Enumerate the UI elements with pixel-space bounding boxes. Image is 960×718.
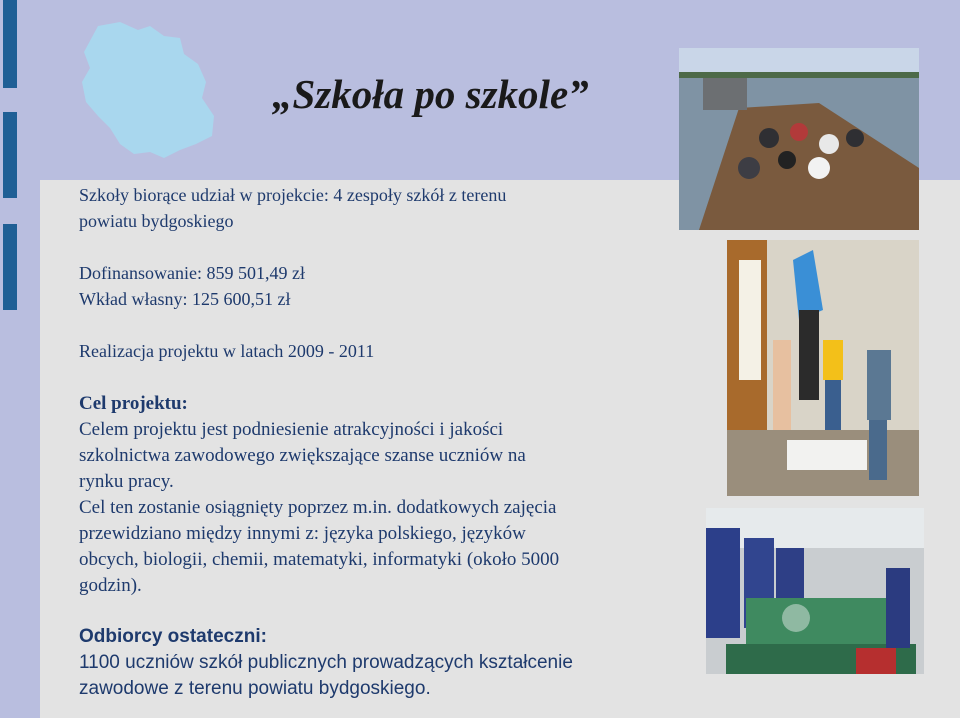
page-title: „Szkoła po szkole” xyxy=(272,71,589,117)
schools-info xyxy=(79,182,699,234)
schools-line: Szkoły biorące udział w projekcie: 4 zespoły szkół z terenu xyxy=(79,185,507,205)
goal-line: obcych, biologii, chemii, matematyki, informatyki (około 5000 xyxy=(79,549,560,570)
photo-workshop-lathe xyxy=(706,508,924,674)
goal-line: przewidziano między innymi z: języka polskiego, języków xyxy=(79,523,526,544)
goal-heading: Cel projektu: xyxy=(79,393,188,414)
goal-line: szkolnictwa zawodowego zwiększające szanse uczniów na xyxy=(79,445,526,466)
funding-value: 859 501,49 zł xyxy=(206,263,305,283)
own-contribution-value: 125 600,51 zł xyxy=(191,289,291,309)
left-strip xyxy=(0,0,40,718)
photo-students-in-classroom xyxy=(727,240,919,496)
funding-label: Dofinansowanie: xyxy=(79,263,207,283)
accent-bar xyxy=(3,0,17,88)
project-goal xyxy=(79,391,699,599)
photo-group-on-pier xyxy=(679,48,919,230)
own-contribution-label: Wkład własny: xyxy=(79,289,192,309)
recipients-heading: Odbiorcy ostateczni: xyxy=(79,626,267,647)
funding-info xyxy=(79,260,699,312)
project-period-text: Realizacja projektu w latach 2009 - 2011 xyxy=(79,341,375,361)
goal-line: rynku pracy. xyxy=(79,471,174,492)
county-map-shape xyxy=(80,20,220,160)
goal-line: Celem projektu jest podniesienie atrakcyjności i jakości xyxy=(79,419,504,440)
funding-line xyxy=(79,260,699,286)
final-recipients xyxy=(79,624,699,702)
goal-line: Cel ten zostanie osiągnięty poprzez m.in. dodatkowych zajęcia xyxy=(79,497,557,518)
schools-line: powiatu bydgoskiego xyxy=(79,211,234,231)
own-contribution-line xyxy=(79,286,699,312)
goal-line: godzin). xyxy=(79,575,142,596)
accent-bar xyxy=(3,112,17,198)
accent-bar xyxy=(3,224,17,310)
recipients-line: zawodowe z terenu powiatu bydgoskiego. xyxy=(79,678,431,699)
recipients-line: 1100 uczniów szkół publicznych prowadzących kształcenie xyxy=(79,652,573,673)
project-period xyxy=(79,338,699,364)
